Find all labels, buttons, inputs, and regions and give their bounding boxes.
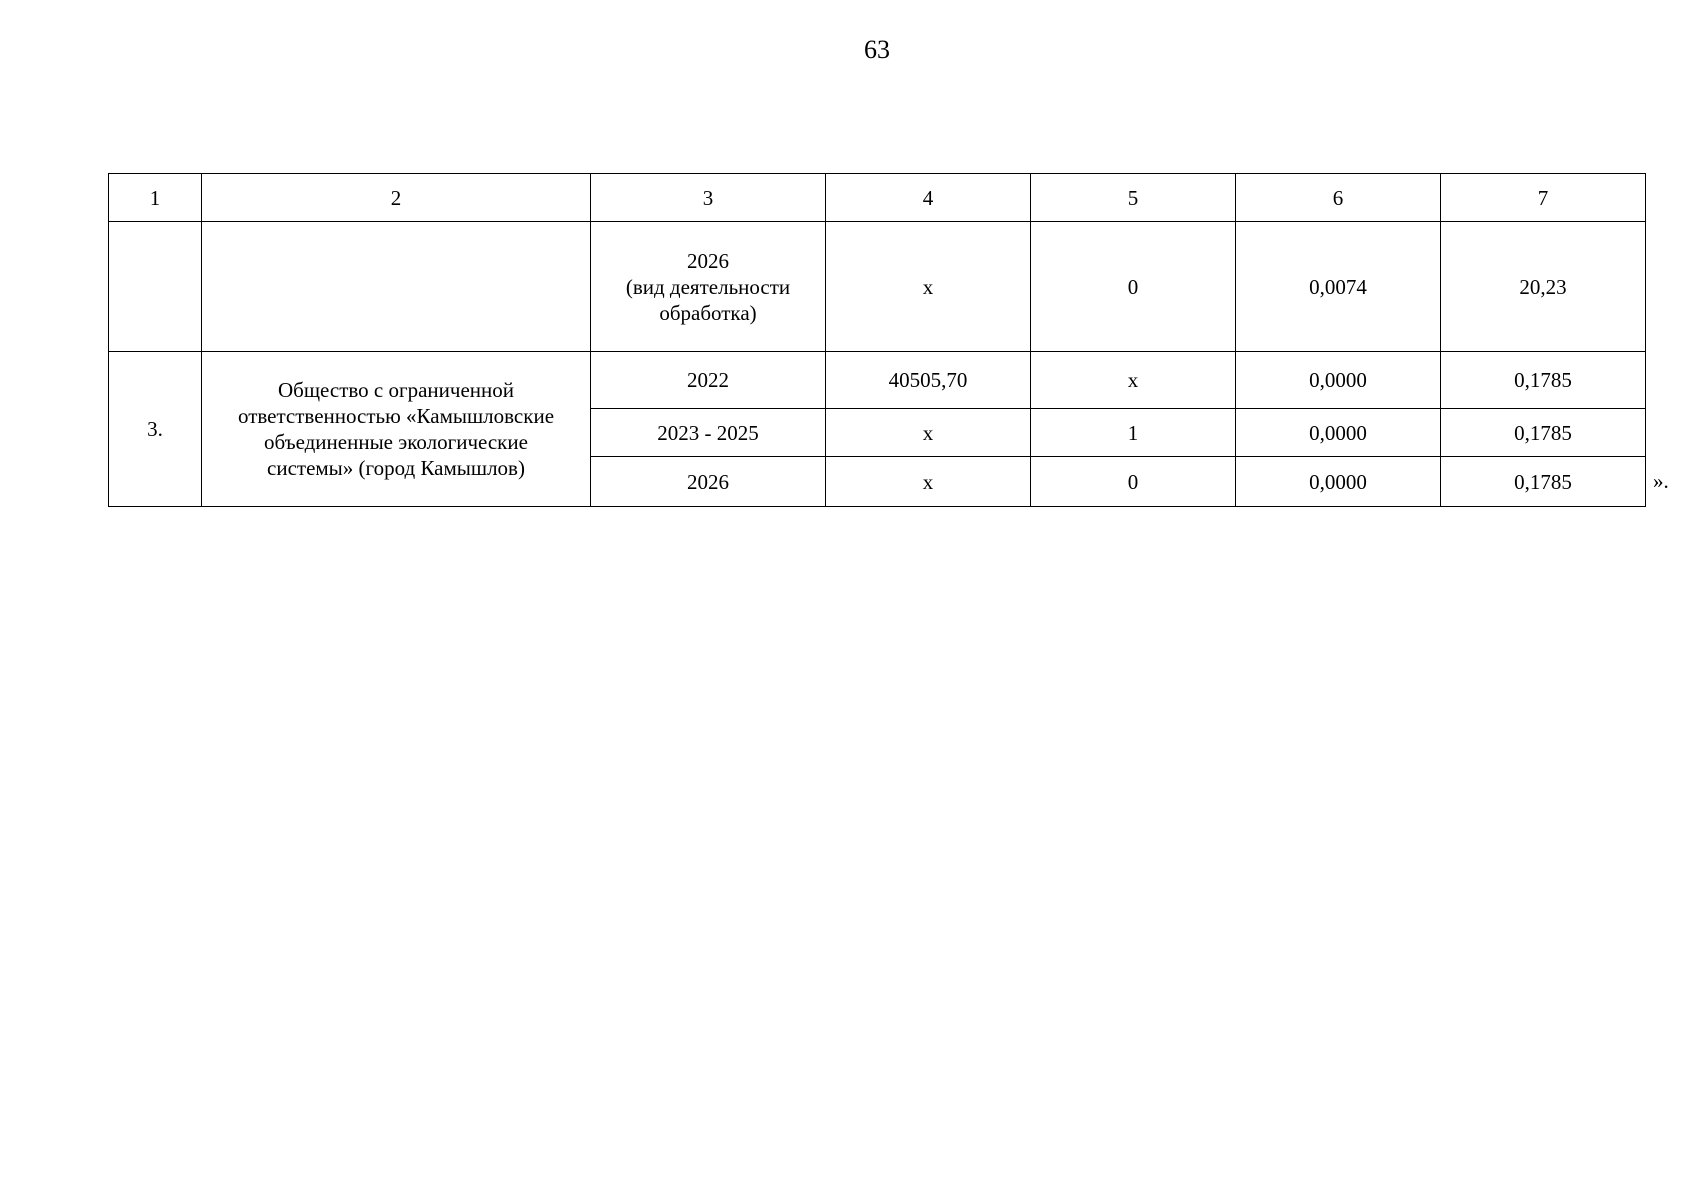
header-row [109, 174, 1646, 222]
data-table [108, 173, 1646, 507]
header-cell-4: 4 [826, 174, 1031, 222]
value-cell-5: 0 [1031, 222, 1236, 352]
header-cell-7: 7 [1441, 174, 1646, 222]
closing-quote-mark: ». [1653, 469, 1669, 493]
value-cell-6: 0,0074 [1236, 222, 1441, 352]
table-row [109, 352, 1646, 409]
table-row [109, 222, 1646, 352]
value-cell-4: х [826, 457, 1031, 507]
name-cell [202, 222, 591, 352]
period-cell: 2023 - 2025 [591, 409, 826, 457]
header-cell-2: 2 [202, 174, 591, 222]
header-cell-1: 1 [109, 174, 202, 222]
value-cell-7: 0,1785 [1441, 409, 1646, 457]
header-cell-3: 3 [591, 174, 826, 222]
number-cell [109, 222, 202, 352]
value-cell-4: 40505,70 [826, 352, 1031, 409]
value-cell-7: 0,1785 [1441, 457, 1646, 507]
value-cell-6: 0,0000 [1236, 457, 1441, 507]
header-cell-5: 5 [1031, 174, 1236, 222]
value-cell-4: х [826, 222, 1031, 352]
period-cell: 2026 [591, 457, 826, 507]
value-cell-5: х [1031, 352, 1236, 409]
value-cell-7: 0,1785 [1441, 352, 1646, 409]
value-cell-6: 0,0000 [1236, 409, 1441, 457]
value-cell-4: х [826, 409, 1031, 457]
value-cell-5: 0 [1031, 457, 1236, 507]
period-cell: 2026 (вид деятельности обработка) [591, 222, 826, 352]
header-cell-6: 6 [1236, 174, 1441, 222]
value-cell-6: 0,0000 [1236, 352, 1441, 409]
value-cell-7: 20,23 [1441, 222, 1646, 352]
value-cell-5: 1 [1031, 409, 1236, 457]
page-number: 63 [864, 35, 890, 64]
organization-name-cell: Общество с ограниченной ответственностью «Камышловские объединенные экологические системы» (город Камышлов) [202, 352, 591, 507]
entry-number-cell: 3. [109, 352, 202, 507]
period-cell: 2022 [591, 352, 826, 409]
